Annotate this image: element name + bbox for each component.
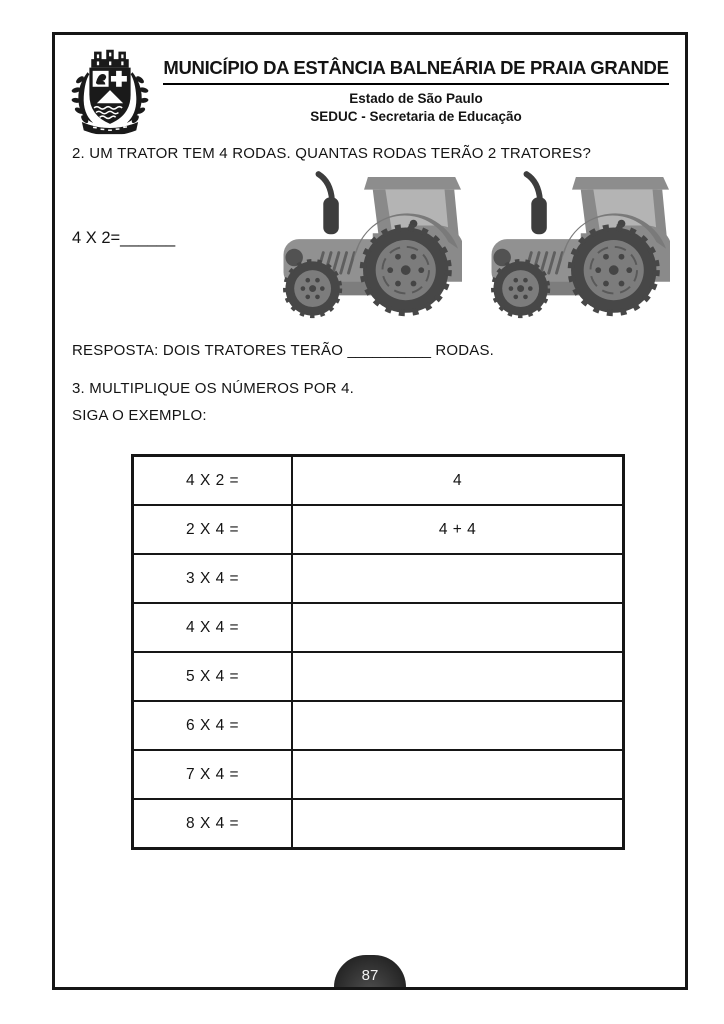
question-3-text: 3. MULTIPLIQUE OS NÚMEROS POR 4.	[72, 380, 355, 397]
page-number-badge	[334, 955, 406, 987]
header-text-block	[155, 47, 677, 124]
table-row	[133, 652, 624, 701]
expression-cell: 7 X 4 =	[133, 750, 293, 799]
table-row	[133, 505, 624, 554]
question-2-text: 2. UM TRATOR TEM 4 RODAS. QUANTAS RODAS TERÃO 2 TRATORES?	[72, 145, 592, 162]
answer-cell: 4 + 4	[292, 505, 623, 554]
tractor-icon	[476, 165, 670, 319]
table-row	[133, 603, 624, 652]
table-row	[133, 554, 624, 603]
header-title: MUNICÍPIO DA ESTÂNCIA BALNEÁRIA DE PRAIA GRANDE	[163, 57, 668, 85]
answer-blank: __________	[347, 342, 431, 359]
table-row	[133, 799, 624, 849]
answer-cell: 4	[292, 456, 623, 506]
expression-cell: 4 X 2 =	[133, 456, 293, 506]
expression-cell: 6 X 4 =	[133, 701, 293, 750]
expression-cell: 4 X 4 =	[133, 603, 293, 652]
answer-cell	[292, 701, 623, 750]
answer-cell	[292, 554, 623, 603]
page-border-frame	[52, 32, 688, 990]
equation-answer-blank: ______	[120, 229, 176, 247]
answer-cell	[292, 603, 623, 652]
tractor-icon	[268, 165, 462, 319]
header-state-line: Estado de São Paulo	[349, 91, 483, 106]
multiplication-table	[131, 454, 625, 850]
equation-label: 4 X 2=	[72, 229, 121, 247]
answer-cell	[292, 652, 623, 701]
answer-suffix: RODAS.	[430, 342, 495, 359]
expression-cell: 2 X 4 =	[133, 505, 293, 554]
header-department-line: SEDUC - Secretaria de Educação	[310, 109, 522, 124]
answer-prefix: RESPOSTA: DOIS TRATORES TERÃO	[72, 342, 348, 359]
tractor-illustrations	[268, 165, 670, 319]
answer-sentence	[72, 342, 494, 359]
expression-cell: 5 X 4 =	[133, 652, 293, 701]
answer-cell	[292, 799, 623, 849]
expression-cell: 8 X 4 =	[133, 799, 293, 849]
table-row	[133, 456, 624, 506]
question-3-subtext: SIGA O EXEMPLO:	[72, 407, 207, 424]
expression-cell: 3 X 4 =	[133, 554, 293, 603]
page-number: 87	[361, 967, 379, 984]
coat-of-arms-icon	[65, 47, 155, 135]
table-row	[133, 750, 624, 799]
table-row	[133, 701, 624, 750]
answer-cell	[292, 750, 623, 799]
header	[59, 47, 677, 135]
equation-line	[72, 229, 175, 248]
